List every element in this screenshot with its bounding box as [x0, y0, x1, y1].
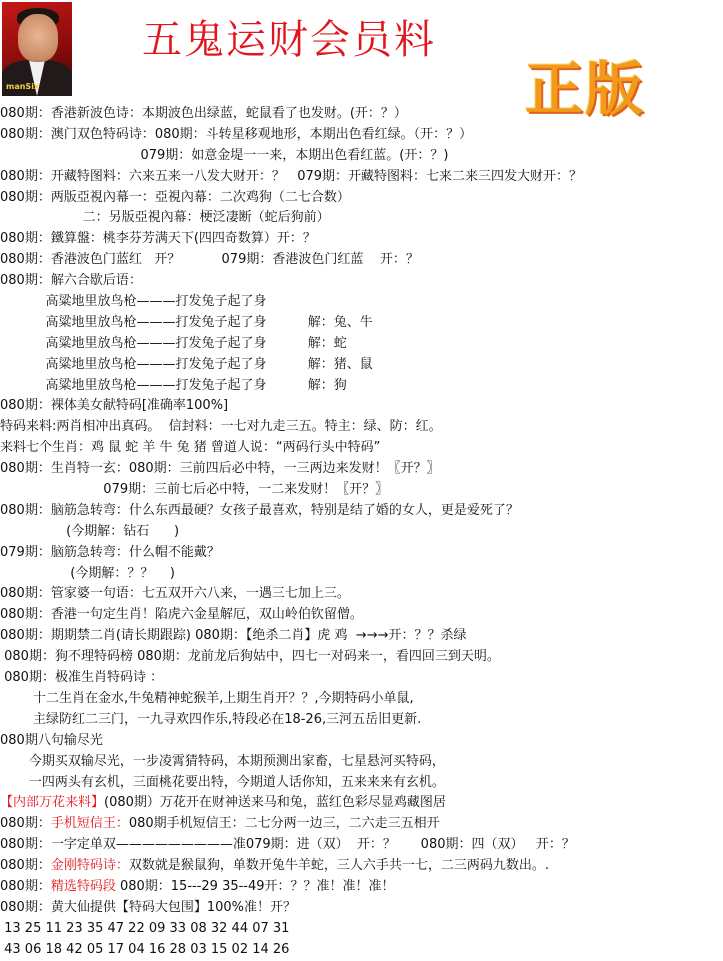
- page-title: 五鬼运财会员料: [142, 17, 436, 63]
- line-text: 今期买双输尽光，一步凌霄猜特码，本期预测出家畜，七星悬河买特码，: [0, 753, 445, 769]
- line-text: 080期：鐵算盤：桃李芬芳满天下(四四奇数算）开：？: [0, 231, 316, 247]
- line-text: 【内部万花来料】: [0, 795, 105, 811]
- line-text: 080期：裸体美女献特码[准确率100%]: [0, 398, 229, 414]
- line-text: 080期：澳门双色特码诗：080期：斗转星移观地形，本期出色看红绿。（开：？）: [0, 126, 473, 142]
- line-text: 080期：香港波色门蓝红 开？ 079期：香港波色门红蓝 开：？: [0, 252, 419, 268]
- line-text: 080期：: [0, 858, 51, 874]
- line-text: 080期：管家婆一句语：七五双开六八来，一遇三七加上三。: [0, 586, 350, 602]
- text-line: [0, 940, 723, 961]
- text-line: [0, 710, 723, 731]
- zhengban-stamp: 正版: [525, 55, 646, 123]
- line-text: 080期八句输尽光: [0, 732, 103, 748]
- line-text: 高粱地里放鸟枪———打发兔子起了身 解：兔、牛: [0, 314, 373, 330]
- text-line: [0, 877, 723, 898]
- line-text: 43 06 18 42 05 17 04 16 28 03 15 02 14 26: [0, 941, 290, 957]
- text-line: [0, 125, 723, 146]
- text-line: [0, 313, 723, 334]
- line-suffix: 080期手机短信王：二七分两一边三，二六走三五相开: [128, 816, 440, 832]
- document-body: [0, 104, 723, 961]
- text-line: [0, 334, 723, 355]
- text-line: [0, 438, 723, 459]
- text-line: [0, 793, 723, 814]
- line-text: 高粱地里放鸟枪———打发兔子起了身 解：蛇: [0, 335, 347, 351]
- text-line: [0, 188, 723, 209]
- line-text: 13 25 11 23 35 47 22 09 33 08 32 44 07 31: [0, 920, 290, 936]
- line-text: 080期：香港一句定生肖！陷虎六金星解厄，双山岭伯钦留僧。: [0, 607, 363, 623]
- line-text: 080期：黄大仙提供【特码大包围】100%准！开？: [0, 899, 296, 915]
- text-line: [0, 856, 723, 877]
- avatar-photo: [2, 2, 72, 96]
- line-highlight: 金刚特码诗：: [50, 858, 129, 874]
- line-text: 特码来料:两肖相冲出真码。 信封料：一七对九走三五。特主：绿、防：红。: [0, 419, 442, 435]
- photo-caption: manSix: [6, 82, 40, 91]
- line-suffix: (080期）万花开在财神送来马和兔，蓝红色彩尽显鸡藏图居: [104, 795, 446, 811]
- line-text: 高粱地里放鸟枪———打发兔子起了身: [0, 294, 267, 310]
- line-text: (今期解：钻石 ): [0, 523, 180, 539]
- text-line: [0, 229, 723, 250]
- text-line: [0, 626, 723, 647]
- line-text: 080期：期期禁二肖(请长期跟踪) 080期：【绝杀二肖】虎 鸡 →→→开：？？杀绿: [0, 628, 467, 644]
- text-line: [0, 417, 723, 438]
- line-text: 高粱地里放鸟枪———打发兔子起了身 解：猪、鼠: [0, 356, 373, 372]
- line-highlight: 手机短信王：: [50, 816, 129, 832]
- text-line: [0, 292, 723, 313]
- text-line: [0, 605, 723, 626]
- text-line: [0, 647, 723, 668]
- line-suffix: 080期：15---29 35--49开：？？准！准！准！: [115, 878, 395, 894]
- line-text: 高粱地里放鸟枪———打发兔子起了身 解：狗: [0, 377, 347, 393]
- line-text: 080期：一字定单双—————————准079期：进（双） 开：？ 080期：四（双） 开：？: [0, 837, 575, 853]
- text-line: [0, 104, 723, 125]
- text-line: [0, 543, 723, 564]
- line-text: 079期：脑筋急转弯：什么帽不能戴？: [0, 544, 220, 560]
- text-line: [0, 480, 723, 501]
- text-line: [0, 271, 723, 292]
- line-suffix: 双数就是猴鼠狗，单数开兔牛羊蛇，三人六手共一七，二三两码九数出。.: [128, 858, 549, 874]
- line-text: 来料七个生肖：鸡 鼠 蛇 羊 牛 兔 猪 曾道人说：“两码行头中特码”: [0, 440, 381, 456]
- line-text: 079期：如意金堤一一来，本期出色看红蓝。(开：？): [0, 147, 449, 163]
- text-line: [0, 376, 723, 397]
- line-text: 080期：极准生肖特码诗 ：: [0, 670, 164, 686]
- line-text: 080期：解六合歇后语：: [0, 273, 142, 289]
- line-text: 十二生肖在金水,牛兔精神蛇猴羊,上期生肖开？？,今期特码小单鼠,: [0, 690, 414, 706]
- text-line: [0, 501, 723, 522]
- text-line: [0, 752, 723, 773]
- text-line: [0, 584, 723, 605]
- line-highlight: 精选特码段: [50, 878, 116, 894]
- text-line: [0, 835, 723, 856]
- line-text: 080期：两版亞視內幕一：亞視內幕：二次鸡狗（二七合数）: [0, 189, 350, 205]
- text-line: [0, 689, 723, 710]
- line-text: (今期解：？？ ): [0, 565, 175, 581]
- line-text: 二：另版亞視內幕：梗泛凄断（蛇后狗前）: [0, 210, 330, 226]
- line-text: 080期：: [0, 816, 51, 832]
- line-text: 080期：: [0, 878, 51, 894]
- text-line: [0, 919, 723, 940]
- line-text: 080期：生肖特一玄：080期：三前四后必中特，一三两边来发财！〖开？〗: [0, 461, 440, 477]
- text-line: [0, 146, 723, 167]
- text-line: [0, 167, 723, 188]
- text-line: [0, 459, 723, 480]
- text-line: [0, 898, 723, 919]
- text-line: [0, 731, 723, 752]
- line-text: 主绿防红二三门，一九寻欢四作乐,特段必在18-26,三河五岳旧更新.: [0, 711, 422, 727]
- line-text: 079期：三前七后必中特，一二来发财！〖开？〗: [0, 482, 389, 498]
- line-text: 080期：狗不理特码榜 080期：龙前龙后狗姑中，四七一对码来一，看四回三到天明。: [0, 649, 500, 665]
- line-text: 一四两头有玄机，三面桃花要出特，今期道人话你知，五来来来有玄机。: [0, 774, 445, 790]
- line-text: 080期：脑筋急转弯：什么东西最硬？女孩子最喜欢，特别是结了婚的女人，更是爱死了？: [0, 502, 519, 518]
- text-line: [0, 355, 723, 376]
- line-text: 080期：香港新波色诗：本期波色出绿蓝，蛇鼠看了也发财。(开：？）: [0, 106, 407, 121]
- photo-face: [18, 14, 58, 62]
- text-line: [0, 208, 723, 229]
- text-line: [0, 814, 723, 835]
- text-line: [0, 250, 723, 271]
- line-text: 080期：开藏特图料：六来五来一八发大财开：？ 079期：开藏特图料：七来二来三四发大财开：？: [0, 168, 583, 184]
- text-line: [0, 564, 723, 585]
- text-line: [0, 668, 723, 689]
- text-line: [0, 522, 723, 543]
- text-line: [0, 396, 723, 417]
- text-line: [0, 773, 723, 794]
